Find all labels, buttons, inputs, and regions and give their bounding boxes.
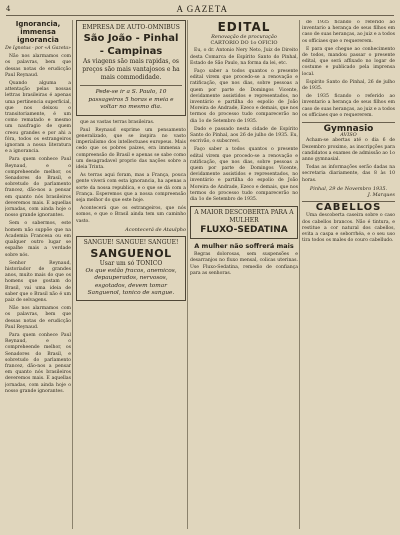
edital-title: EDITAL <box>217 20 271 34</box>
paragraph: de 1935 ficando o referido ao inventario a herança de seus filhos em caso de suas heranças, ao juiz e a todos os officiaes que o requererem. <box>302 20 395 44</box>
paragraph: Todas as informações serão dadas na secretaria diariamente, das 8 às 10 horas. <box>302 165 395 183</box>
sanguenol-sub: Usar um só TONICO <box>99 259 163 267</box>
paragraph: Uma descoberta caseira sobre o caso dos cabellos brancos. Não é tintura, e restitue a cor natural dos cabellos, evita a caspa e seborrhéa, e o seu uso tira todos os males do couro cabelludo. <box>302 213 395 244</box>
gymnasio-notice-label: AVISO <box>340 132 357 139</box>
paragraph: E para que chegue ao conhecimento de todos, mandou passar o presente edital, que será affixado no logar de costume e publicado pela imprensa local. <box>302 46 395 77</box>
edital-body <box>190 48 298 203</box>
article-body <box>5 54 71 395</box>
gymnasio-body <box>302 138 395 183</box>
divider <box>80 85 182 86</box>
paragraph: Regras dolorosas, sem suspensões e desarranjos no fluxo mensal, colicas uterinas. Use Fluxo-Sedatina, remedio de confiança para as senhoras. <box>190 252 298 276</box>
cabellos-title: CABELLOS <box>315 202 382 214</box>
column-rule <box>72 20 73 529</box>
mulher-heading: A mulher não soffrerá mais <box>194 242 294 251</box>
page-number: 4 <box>6 4 11 13</box>
paragraph: de 1935 ficando o referido ao inventario a herança de seus filhos em caso de suas heranças, ao juiz e a todos os officiaes que o requererem. <box>302 94 395 118</box>
sanguenol-ad <box>76 236 186 301</box>
column-rule <box>187 20 188 529</box>
edital-office: CARTORIO DO 1o OFICIO <box>210 40 278 47</box>
sanguenol-note: Os que estão fracos, anemicos, depauperados, nervosos, esgotados, devem tomar Sanguenol, tonico de sangue. <box>85 267 177 297</box>
fluxo-sedatina-ad <box>190 206 298 239</box>
paragraph: Não nos alarmamos com os palavras, bem que dessas notas de erudicção Paul Reynaud. <box>5 306 71 330</box>
article-title: Ignorancia, immensa ignorancia <box>15 20 61 44</box>
paragraph: Senhor Reynaud, historiador de grandes anos, muito mais do que os homens que gostam do Brasil, vai uma ideia de saber que o Brasil não é um paiz de selvagens. <box>5 260 71 303</box>
paragraph: Para quem conhece Paul Reynaud, e o compreheende melhor, os Senadores do Brasil, e sobretudo do parlamento francez, dão-nos a pensar em quanto nós brasileiros deveremos mais. E aquellas jornadas, com ainda hoje o nosso grande ignorantes. <box>5 157 71 219</box>
paragraph: Faço saber a todos quantos o presente edital virem que procedo-se a renovação e ratificação, que nos dias, sobre pessoas a quem por parte de Domingos Vicente, devidamente assistidos e representados, no inventário e partilha do espolio de João Moreira de Andrade, Ezeco e demais, que nos termos do processo tudo comparecerão no dia 1o de Setembro de 1935. <box>190 147 298 203</box>
paragraph: Faço saber a todos quantos o presente edital virem que procedo-se a renovação e ratificação, que nos dias, sobre pessoas a quem por parte de Domingos Vicente, devidamente assistidos e representados, no inventário e partilha do espolio de João Moreira de Andrade, Ezeco e demais, que nos termos do processo tudo comparecerão no dia 1o de Setembro de 1935. <box>190 69 298 124</box>
fluxo-header: A MAIOR DESCOBERTA PARA A MULHER <box>194 209 294 225</box>
article-byline: De Ignotus - por «A Gazeta» <box>5 46 71 51</box>
article-body <box>76 120 186 225</box>
column-rule <box>299 20 300 529</box>
sanguenol-header: SANGUE! SANGUE! SANGUE! <box>83 238 179 246</box>
paragraph: Sem o sabermos, este homem não suppõe que na Academia Francesa ou em qualquer outro lugar se espalhe mais a verdade sobre nós. <box>5 221 71 258</box>
paragraph: Paul Reynaud exprime um pensamento generalizado, que se inspira no vasto imperialismo dos intellectuaes europeus. Mais cedo que os pobres paizes, era immensa a compreensão do Brasil e apenas se sabe como um desagradavel proprio das nações sobre a ideia Trinta. <box>76 127 186 170</box>
paragraph: Não nos alarmamos com os palavras, bem que dessas notas de erudicção Paul Reynaud. <box>5 54 71 78</box>
column-3 <box>190 20 298 531</box>
gymnasio-place-date: Pinhal, 29 de Novembro 1935. <box>309 185 388 192</box>
article-signature: Acontecerá de Ataulpho <box>125 226 186 233</box>
ad-tagline: As viagens são mais rapidas, os preços são mais vantajosos e ha mais commodidade. <box>82 58 180 81</box>
divider <box>302 122 395 123</box>
gymnasio-signature: J. Marques <box>367 192 395 199</box>
paragraph: Acham-se abertas até o dia 6 de Dezembro proximo, as inscripções para candidatos a exames de admissão ao 1o anno gymnasial. <box>302 138 395 163</box>
bus-company-ad <box>76 20 186 116</box>
ad-note: Pede-se ir a S. Paulo, 10 passageiros 5 horas e meia e voltar no mesmo dia. <box>88 89 174 110</box>
column-2 <box>76 20 186 531</box>
mulher-body <box>190 252 298 277</box>
paragraph: Espirito Santo do Pinhal, 26 de julho de 1935. <box>302 79 395 92</box>
sanguenol-name: SANGUENOL <box>90 246 172 260</box>
ad-company-name: EMPRESA DE AUTO-OMNIBUS <box>82 24 180 31</box>
newspaper-title: A GAZETA <box>176 3 228 14</box>
page-header <box>6 2 394 16</box>
paragraph: Para quem conhece Paul Reynaud, e o compreheende melhor, os Senadores do Brasil, e sobretudo do parlamento francez, dão-nos a pensar em quanto nós brasileiros deveremos mais. E aquellas jornadas, com ainda hoje o nosso grande ignorantes. <box>5 332 71 394</box>
paragraph: Eu, o dr. Antonio Nery Neto, Juiz de Direito desta Comarca de Espírito Santo do Pinhal, Estado de São Paulo, na forma da lei, etc. <box>190 48 298 66</box>
paragraph: As terras aqui foram, mas a França, pouca gente viverá com esta ignorancia, ha apenas a sorte da nossa republica, e o que se dá com a França. Esperemos que a nossa compreensão seja melhor do que este hoje. <box>76 173 186 203</box>
fluxo-name: FLUXO-SEDATINA <box>200 225 288 236</box>
column-1 <box>5 20 71 531</box>
paragraph: Quando alguma a attentação pelas nossas lettras brasileiras é apenas uma pertinencia superficial, que nos deixou o transitoriamente, é um como rematado e mesmo um naufragio de quem creou grandes e por ahi a fóra, todos os estrangeiros ignoram a nossa literatura e a ignorancia. <box>5 81 71 155</box>
column-4 <box>302 20 395 531</box>
edital-subtitle: Renovação de procuração <box>211 34 277 40</box>
paragraph: que as vastas terras brasileiras. <box>80 119 155 125</box>
paragraph: Acontecerá que os estrangeiros, que nós somos, e que o Brasil ainda tem um caminho vasto. <box>76 206 186 224</box>
ad-route: São João - Pinhal - Campinas <box>83 33 179 57</box>
cabellos-body <box>302 213 395 244</box>
gymnasio-title: Gymnasio <box>323 124 374 135</box>
edital-continuation <box>302 20 395 119</box>
paragraph: Dado e passado nesta cidade de Espírito Santo do Pinhal, aos 26 de julho de 1935. Eu, escrivão, o subscrevi. <box>190 126 298 145</box>
